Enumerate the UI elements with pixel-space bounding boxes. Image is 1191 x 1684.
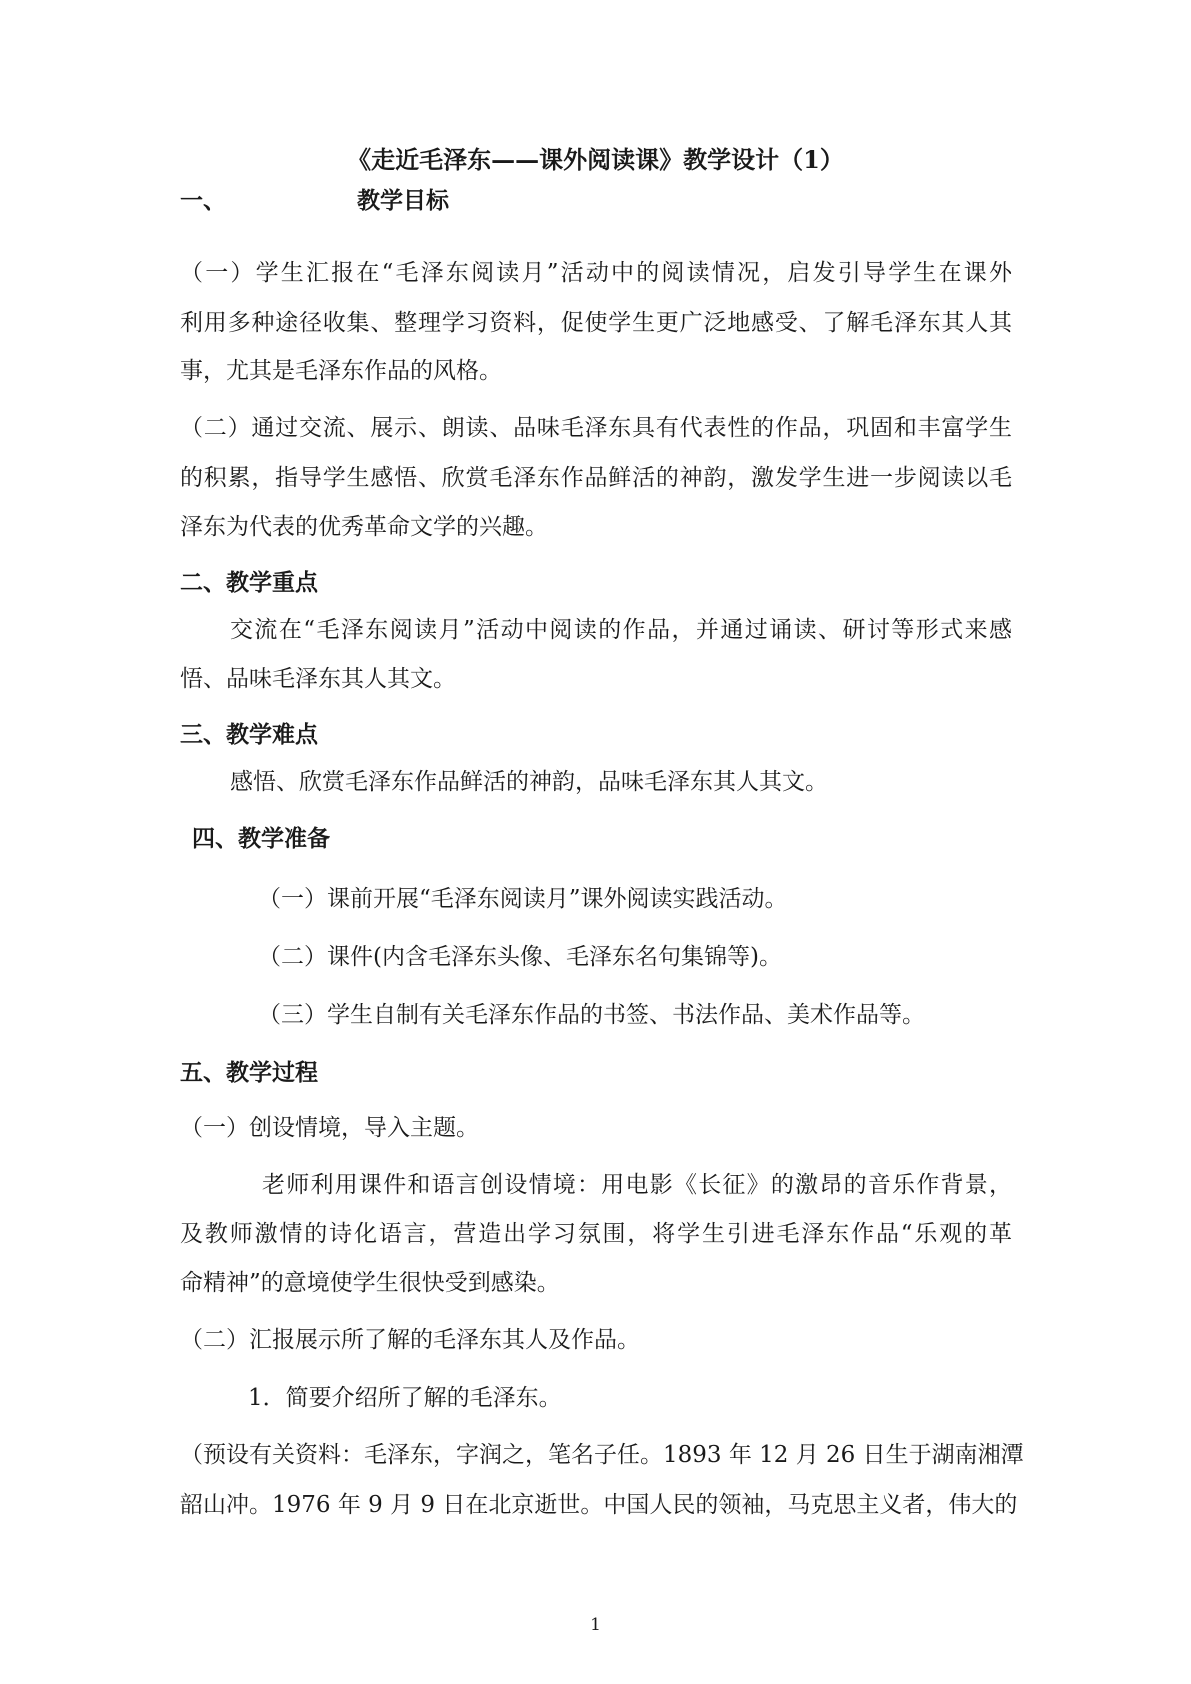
step-1-heading: （一）创设情境，导入主题。 <box>180 1115 479 1141</box>
goal-2-line-2: 的积累，指导学生感悟、欣赏毛泽东作品鲜活的神韵，激发学生进一步阅读以毛 <box>180 465 1012 491</box>
page-number: 1 <box>590 1615 601 1635</box>
goal-2-line-1: （二）通过交流、展示、朗读、品味毛泽东具有代表性的作品，巩固和丰富学生 <box>180 415 1012 441</box>
prep-item-2: （二）课件(内含毛泽东头像、毛泽东名句集锦等)。 <box>258 944 782 970</box>
goal-1-line-3: 事，尤其是毛泽东作品的风格。 <box>180 358 502 384</box>
focus-line-1: 交流在“毛泽东阅读月”活动中阅读的作品，并通过诵读、研讨等形式来感 <box>230 617 1012 643</box>
section-5-heading: 五、教学过程 <box>180 1059 318 1086</box>
bio-line-1: （预设有关资料：毛泽东，字润之，笔名子任。1893 年 12 月 26 日生于湖南湘潭 <box>180 1442 1024 1468</box>
prep-item-3: （三）学生自制有关毛泽东作品的书签、书法作品、美术作品等。 <box>258 1002 925 1028</box>
step-1-line-2: 及教师激情的诗化语言，营造出学习氛围，将学生引进毛泽东作品“乐观的革 <box>180 1221 1012 1247</box>
section-2-heading: 二、教学重点 <box>180 569 318 596</box>
focus-line-2: 悟、品味毛泽东其人其文。 <box>180 666 456 692</box>
step-2-heading: （二）汇报展示所了解的毛泽东其人及作品。 <box>180 1327 640 1353</box>
section-1-heading: 教学目标 <box>357 187 449 214</box>
goal-1-line-2: 利用多种途径收集、整理学习资料，促使学生更广泛地感受、了解毛泽东其人其 <box>180 310 1012 336</box>
step-1-line-1: 老师利用课件和语言创设情境：用电影《长征》的激昂的音乐作背景， <box>262 1172 1012 1198</box>
difficulty-line: 感悟、欣赏毛泽东作品鲜活的神韵，品味毛泽东其人其文。 <box>230 769 828 795</box>
goal-1-line-1: （一）学生汇报在“毛泽东阅读月”活动中的阅读情况，启发引导学生在课外 <box>180 260 1012 286</box>
step-1-line-3: 命精神”的意境使学生很快受到感染。 <box>180 1270 560 1296</box>
bio-line-2: 韶山冲。1976 年 9 月 9 日在北京逝世。中国人民的领袖，马克思主义者，伟大的 <box>180 1492 1018 1518</box>
goal-2-line-3: 泽东为代表的优秀革命文学的兴趣。 <box>180 514 548 540</box>
section-3-heading: 三、教学难点 <box>180 721 318 748</box>
section-4-heading: 四、教学准备 <box>192 825 330 852</box>
step-2-item-1: 1．简要介绍所了解的毛泽东。 <box>248 1385 562 1411</box>
document-title: 《走近毛泽东——课外阅读课》教学设计（1） <box>347 145 844 174</box>
section-1-number: 一、 <box>180 187 226 214</box>
prep-item-1: （一）课前开展“毛泽东阅读月”课外阅读实践活动。 <box>258 886 788 912</box>
